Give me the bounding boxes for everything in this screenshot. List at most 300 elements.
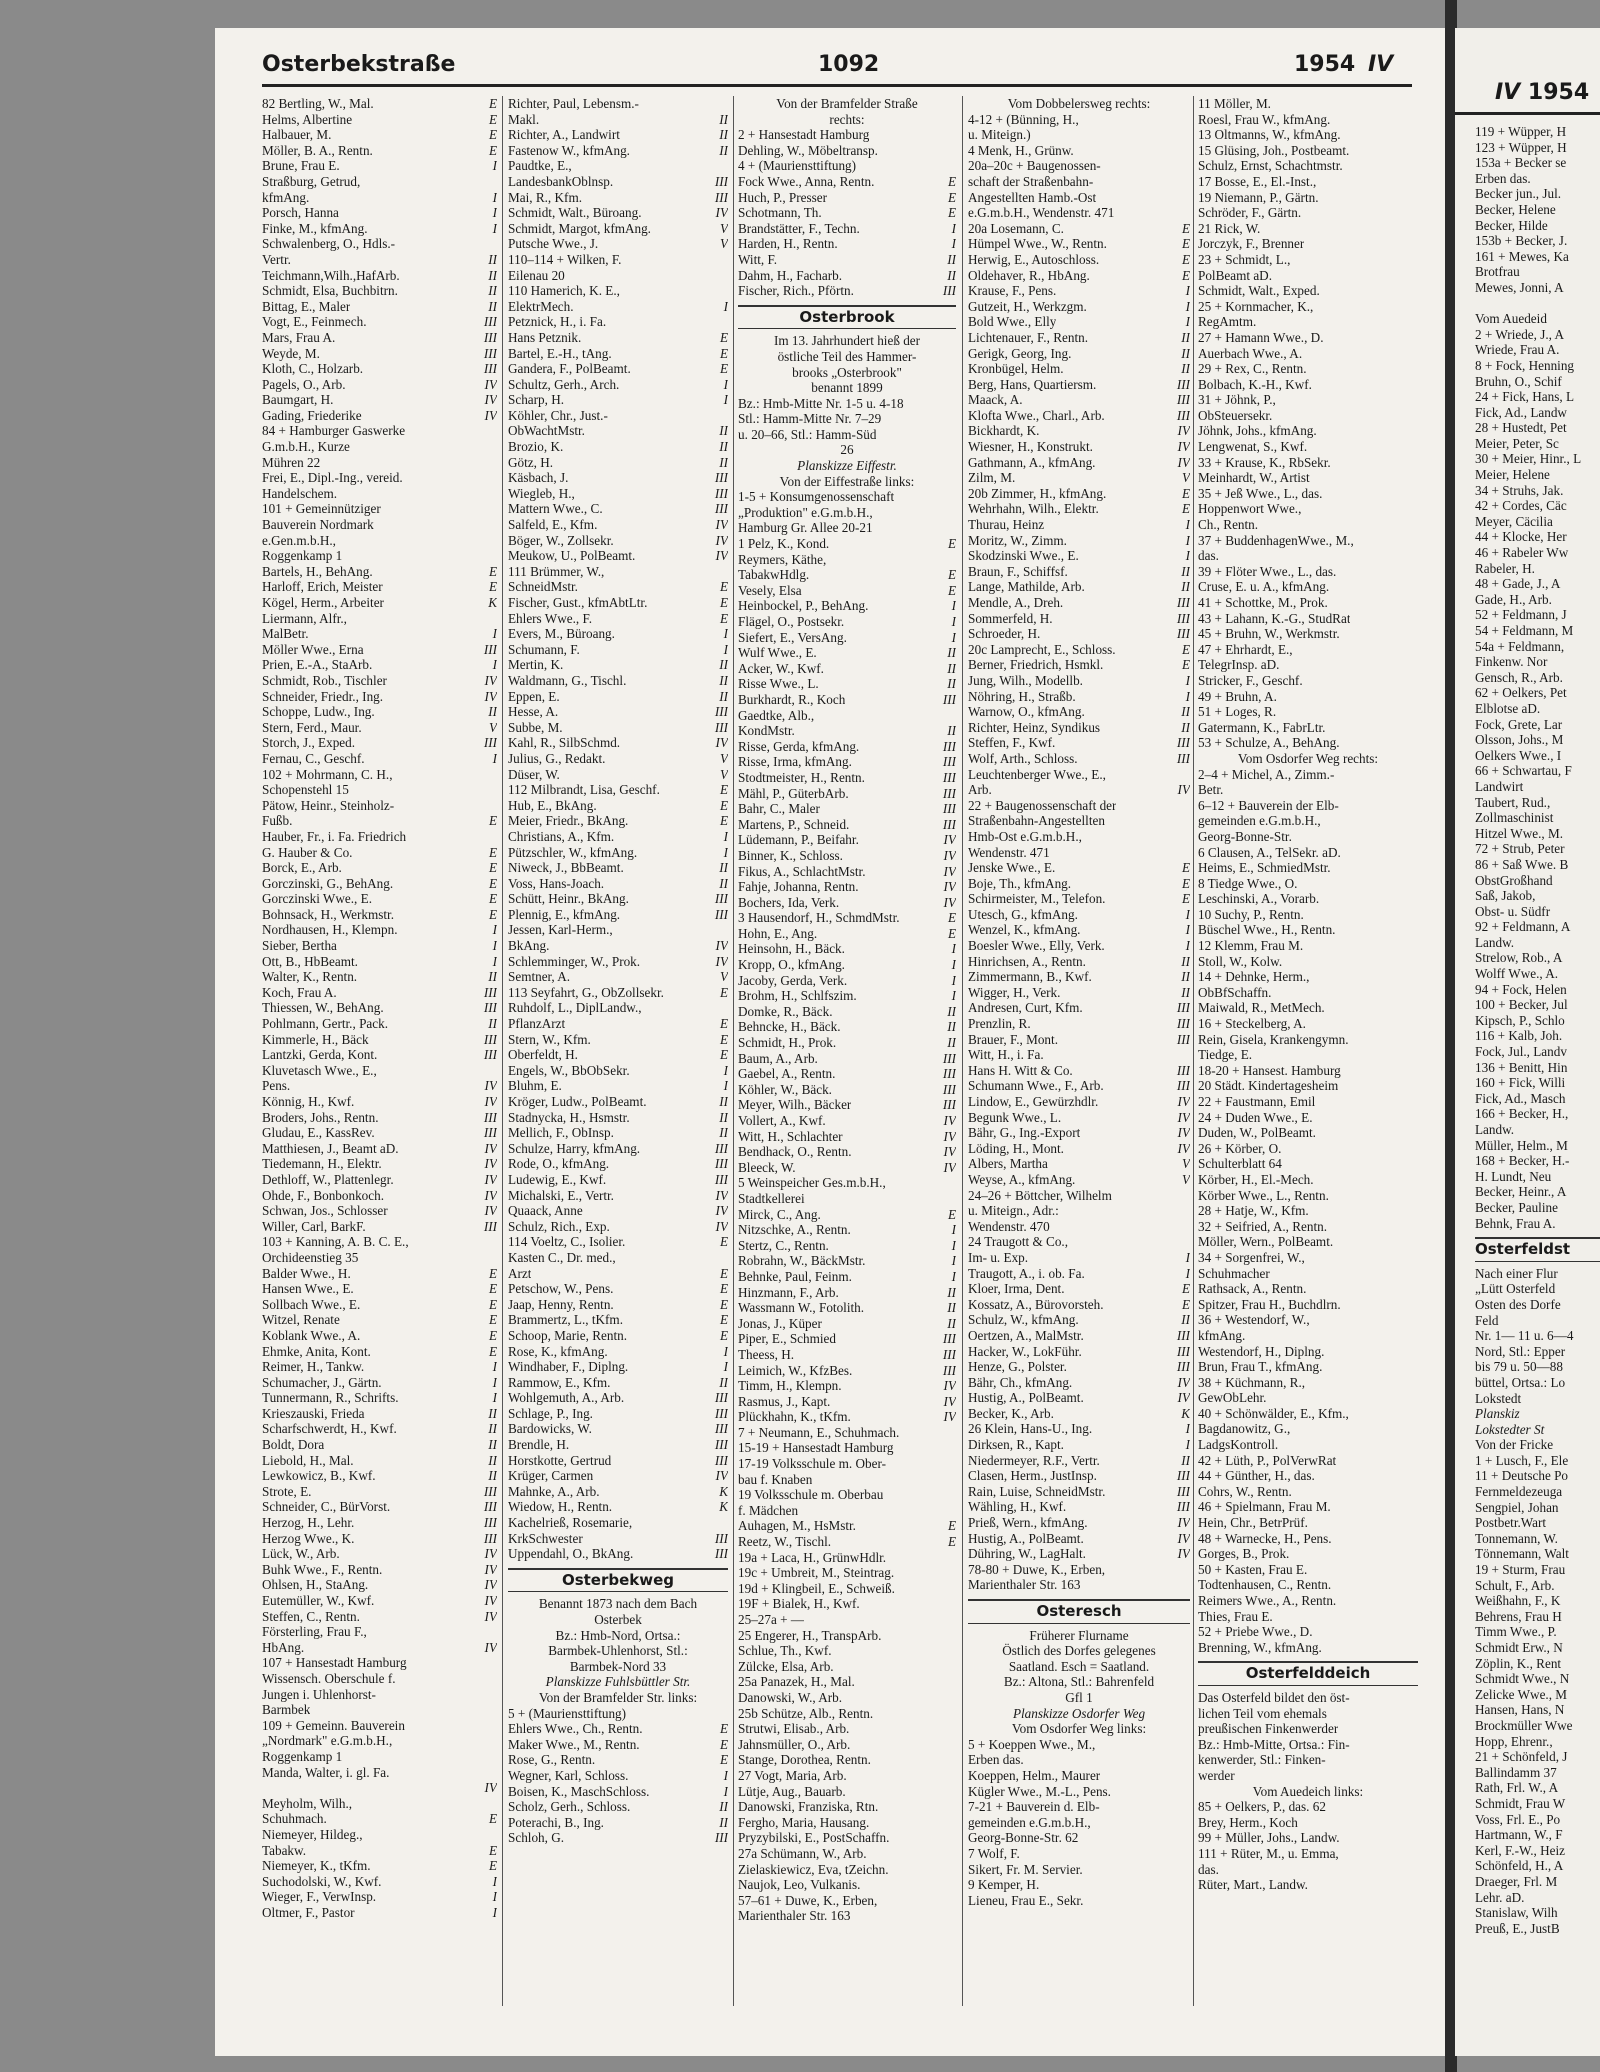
entry-text: Hohn, E., Ang.	[738, 925, 818, 941]
directory-entry	[738, 411, 956, 427]
entry-text: Schoppe, Ludw., Ing.	[262, 704, 375, 720]
directory-entry	[738, 158, 956, 174]
floor-marker: III	[714, 1171, 728, 1187]
entry-text: Tiedge, E.	[1198, 1047, 1253, 1063]
floor-marker: III	[1176, 1016, 1190, 1032]
directory-entry	[738, 1908, 956, 1924]
directory-entry	[508, 829, 728, 845]
directory-entry	[1198, 1846, 1418, 1862]
floor-marker: II	[1181, 361, 1190, 377]
floor-marker: E	[488, 1281, 497, 1297]
directory-entry	[1198, 221, 1418, 237]
entry-text: Hustig, A., PolBeamt.	[968, 1530, 1084, 1546]
entry-text: Lüdemann, P., Beifahr.	[738, 832, 859, 848]
floor-marker: I	[1185, 688, 1190, 704]
entry-text: BkAng.	[508, 938, 550, 954]
floor-marker: I	[492, 158, 497, 174]
directory-entry	[508, 907, 728, 923]
directory-entry	[508, 1312, 728, 1328]
entry-text: Wieger, F., VerwInsp.	[262, 1889, 377, 1905]
directory-entry	[508, 361, 728, 377]
entry-text: Krause, F., Pens.	[968, 283, 1057, 299]
directory-entry	[1198, 1266, 1418, 1282]
directory-entry	[968, 1768, 1190, 1784]
entry-text: Bohnsack, H., Werkmstr.	[262, 906, 395, 922]
entry-text: Schulz, Ernst, Schachtmstr.	[1198, 158, 1343, 174]
entry-text: Broders, Johs., Rentn.	[262, 1109, 379, 1125]
entry-text: Bähr, Ch., kfmAng.	[968, 1374, 1073, 1390]
entry-text: 46 + Spielmann, Frau M.	[1198, 1499, 1331, 1515]
entry-text: Bartel, E.-H., tAng.	[508, 345, 612, 361]
entry-text: 19 Niemann, P., Gärtn.	[1198, 189, 1319, 205]
entry-text: 26 Klein, Hans-U., Ing.	[968, 1421, 1093, 1437]
floor-marker: I	[723, 1078, 728, 1094]
floor-marker: I	[951, 988, 956, 1004]
entry-text: Boisen, K., MaschSchloss.	[508, 1783, 650, 1799]
directory-entry	[738, 1628, 956, 1644]
floor-marker: III	[942, 1331, 956, 1347]
floor-marker: II	[488, 1452, 497, 1468]
floor-marker: II	[947, 1300, 956, 1316]
entry-text: Gorczinski Wwe., E.	[262, 891, 372, 907]
floor-marker: E	[1181, 860, 1190, 876]
entry-text: Gathmann, A., kfmAng.	[968, 454, 1096, 470]
floor-marker: I	[492, 1904, 497, 1920]
directory-entry	[262, 985, 497, 1001]
directory-entry	[1198, 907, 1418, 923]
directory-entry: 34 + Struhs, Jak.	[1475, 482, 1564, 498]
directory-entry	[968, 611, 1190, 627]
directory-entry	[968, 330, 1190, 346]
directory-entry	[738, 739, 956, 755]
directory-entry	[968, 720, 1190, 736]
directory-entry	[968, 392, 1190, 408]
entry-text: Subbe, M.	[508, 719, 563, 735]
floor-marker: III	[714, 1156, 728, 1172]
entry-text: Meinhardt, W., Artist	[1198, 470, 1310, 486]
directory-entry	[968, 1359, 1190, 1375]
directory-entry	[968, 533, 1190, 549]
floor-marker: III	[483, 1218, 497, 1234]
entry-text: 26 + Körber, O.	[1198, 1140, 1282, 1156]
floor-marker: II	[488, 1437, 497, 1453]
directory-entry	[1198, 1690, 1418, 1706]
entry-text: 6 Clausen, A., TelSekr. aD.	[1198, 844, 1341, 860]
entry-text: Lewkowicz, B., Kwf.	[262, 1468, 376, 1484]
directory-entry	[738, 252, 956, 268]
directory-entry	[262, 252, 497, 268]
directory-entry	[262, 533, 497, 549]
directory-entry	[738, 1129, 956, 1145]
floor-marker: III	[1176, 610, 1190, 626]
directory-entry	[738, 1456, 956, 1472]
floor-marker: III	[714, 1437, 728, 1453]
floor-marker: I	[492, 657, 497, 673]
entry-text: schaft der Straßenbahn-	[968, 173, 1094, 189]
floor-marker: I	[492, 922, 497, 938]
entry-text: Stange, Dorothea, Rentn.	[738, 1752, 871, 1768]
floor-marker: III	[942, 1097, 956, 1113]
entry-text: 2 + Hansestadt Hamburg	[738, 127, 870, 143]
directory-entry	[1198, 1721, 1418, 1737]
entry-text: Thies, Frau E.	[1198, 1608, 1273, 1624]
directory-entry	[968, 408, 1190, 424]
entry-text: Kropp, O., kfmAng.	[738, 957, 845, 973]
floor-marker: E	[1181, 891, 1190, 907]
entry-text: Christians, A., Kfm.	[508, 828, 615, 844]
entry-text: Berg, Hans, Quartiersm.	[968, 376, 1097, 392]
entry-text: Düser, W.	[508, 766, 560, 782]
entry-text: 107 + Hansestadt Hamburg	[262, 1655, 407, 1671]
directory-entry: Feld	[1475, 1312, 1499, 1328]
floor-marker: III	[942, 1362, 956, 1378]
directory-entry: Gade, H., Arb.	[1475, 591, 1552, 607]
entry-text: Clasen, Herm., JustInsp.	[968, 1468, 1097, 1484]
directory-entry	[738, 1893, 956, 1909]
section-note: Osterbek	[594, 1612, 642, 1627]
directory-entry	[508, 346, 728, 362]
entry-text: Bickhardt, K.	[968, 423, 1040, 439]
directory-entry	[968, 1156, 1190, 1172]
directory-entry	[262, 938, 497, 954]
directory-entry	[1198, 798, 1418, 814]
directory-entry	[262, 1640, 497, 1656]
directory-entry	[508, 564, 728, 580]
section-note: östliche Teil des Hammer-	[777, 348, 917, 364]
entry-text: Bagdanowitz, G.,	[1198, 1421, 1291, 1437]
directory-entry	[262, 1406, 497, 1422]
entry-text: 35 + Jeß Wwe., L., das.	[1198, 485, 1323, 501]
directory-entry	[968, 1047, 1190, 1063]
entry-text: Niweck, J., BbBeamt.	[508, 860, 624, 876]
floor-marker: I	[723, 1767, 728, 1783]
directory-entry	[262, 392, 497, 408]
entry-text: 40 + Schönwälder, E., Kfm.,	[1198, 1405, 1349, 1421]
floor-marker: I	[1185, 548, 1190, 564]
directory-entry	[968, 1515, 1190, 1531]
entry-text: 37 + BuddenhagenWwe., M.,	[1198, 532, 1354, 548]
directory-entry	[1198, 548, 1418, 564]
directory-entry	[1198, 1562, 1418, 1578]
entry-text: Hmb-Ost e.G.m.b.H.,	[968, 828, 1082, 844]
entry-text: Dahm, H., Facharb.	[738, 267, 843, 283]
entry-text: Tiedemann, H., Elektr.	[262, 1156, 382, 1172]
directory-entry	[968, 1281, 1190, 1297]
directory-entry	[508, 96, 728, 112]
floor-marker: III	[1176, 1499, 1190, 1515]
directory-entry	[968, 1016, 1190, 1032]
floor-marker: I	[951, 1268, 956, 1284]
floor-marker: II	[1181, 969, 1190, 985]
map-reference: Planskizze Eiffestr.	[797, 458, 897, 474]
directory-entry	[262, 486, 497, 502]
directory-entry	[508, 112, 728, 128]
directory-entry: Nr. 1— 11 u. 6—4	[1475, 1328, 1574, 1344]
entry-text: Baum, A., Arb.	[738, 1050, 818, 1066]
floor-marker: II	[719, 688, 728, 704]
entry-text: ElektrMech.	[508, 298, 574, 314]
entry-text: Witt, H., i. Fa.	[968, 1047, 1044, 1063]
directory-entry	[508, 704, 728, 720]
floor-marker: II	[719, 1814, 728, 1830]
page-header-street: Osterbekstraße	[262, 52, 456, 77]
directory-entry	[738, 236, 956, 252]
entry-text: Kloth, C., Holzarb.	[262, 361, 364, 377]
directory-entry: 72 + Strub, Peter	[1475, 841, 1565, 857]
entry-text: Eilenau 20	[508, 267, 565, 283]
directory-entry	[262, 455, 497, 471]
directory-entry	[262, 595, 497, 611]
entry-text: 25–27a + —	[738, 1612, 805, 1627]
directory-entry: 44 + Klocke, Her	[1475, 529, 1567, 545]
entry-text: Traugott, A., i. ob. Fa.	[968, 1265, 1085, 1281]
directory-entry	[968, 548, 1190, 564]
section-note: Barmbek-Uhlenhorst, Stl.:	[548, 1643, 688, 1659]
entry-text: Zilm, M.	[968, 470, 1016, 486]
entry-text: Rathsack, A., Rentn.	[1198, 1281, 1307, 1297]
directory-entry	[262, 891, 497, 907]
directory-entry: Elblotse aD.	[1475, 700, 1541, 716]
directory-entry	[1198, 268, 1418, 284]
entry-text: Kronbügel, Helm.	[968, 361, 1064, 377]
floor-marker: I	[492, 1390, 497, 1406]
entry-text: Schumann, F.	[508, 641, 580, 657]
floor-marker: I	[951, 1253, 956, 1269]
entry-text: Götz, H.	[508, 454, 554, 470]
entry-text: Gading, Friederike	[262, 407, 362, 423]
directory-entry	[508, 1141, 728, 1157]
directory-entry: Becker jun., Jul.	[1475, 186, 1562, 202]
floor-marker: V	[719, 220, 728, 236]
directory-entry	[968, 423, 1190, 439]
entry-text: Bartels, H., BehAng.	[262, 563, 373, 579]
floor-marker: II	[719, 875, 728, 891]
entry-text: Bauverein Nordmark	[262, 517, 374, 533]
entry-text: 5 + (Mauriensttiftung)	[508, 1705, 627, 1721]
section-note: Früherer Flurname	[1029, 1627, 1129, 1643]
directory-entry	[1198, 1359, 1418, 1375]
directory-entry	[262, 673, 497, 689]
directory-entry: Strelow, Rob., A	[1475, 950, 1563, 966]
column-3	[738, 96, 956, 1924]
directory-entry	[262, 1344, 497, 1360]
directory-entry	[738, 1300, 956, 1316]
entry-text: Boldt, Dora	[262, 1437, 325, 1453]
entry-text: Boje, Th., kfmAng.	[968, 875, 1072, 891]
directory-entry: Von der Fricke	[1475, 1437, 1554, 1453]
floor-marker: III	[1176, 1031, 1190, 1047]
floor-marker: II	[1181, 563, 1190, 579]
directory-entry	[968, 1203, 1190, 1219]
entry-text: Ch., Rentn.	[1198, 517, 1259, 533]
directory-entry	[508, 1078, 728, 1094]
entry-text: 16 + Steckelberg, A.	[1198, 1016, 1306, 1032]
floor-marker: III	[483, 641, 497, 657]
floor-marker: IV	[484, 1546, 497, 1562]
floor-marker: K	[488, 595, 497, 610]
floor-marker: II	[719, 1094, 728, 1109]
entry-text: Balder Wwe., H.	[262, 1265, 351, 1281]
directory-entry	[1198, 158, 1418, 174]
entry-text: Witzel, Renate	[262, 1312, 340, 1328]
entry-text: Roggenkamp 1	[262, 1748, 343, 1764]
entry-text: Pohlmann, Gertr., Pack.	[262, 1016, 388, 1032]
directory-entry	[1198, 1640, 1418, 1656]
directory-entry: 94 + Fock, Helen	[1475, 981, 1567, 997]
floor-marker: III	[483, 735, 497, 751]
entry-text: Könnig, H., Kwf.	[262, 1094, 355, 1109]
entry-text: Mars, Frau A.	[262, 329, 336, 345]
directory-entry	[508, 1297, 728, 1313]
section-note: Saatland. Esch = Saatland.	[1008, 1658, 1150, 1674]
floor-marker: III	[942, 691, 956, 707]
entry-text: Evers, M., Büroang.	[508, 626, 615, 642]
entry-text: Bähr, G., Ing.-Export	[968, 1125, 1081, 1141]
entry-text: 24–26 + Böttcher, Wilhelm	[968, 1187, 1112, 1203]
entry-text: Ludewig, E., Kwf.	[508, 1171, 607, 1187]
entry-text: 27 + Hamann Wwe., D.	[1198, 329, 1324, 345]
directory-entry	[508, 1032, 728, 1048]
floor-marker: IV	[715, 517, 728, 533]
directory-entry	[508, 283, 728, 299]
entry-text: 7 Wolf, F.	[968, 1845, 1020, 1861]
directory-entry: 8 + Fock, Henning	[1475, 357, 1575, 373]
directory-entry: Tonnemann, W.	[1475, 1530, 1558, 1546]
directory-entry	[1475, 296, 1600, 312]
floor-marker: III	[942, 1066, 956, 1082]
directory-entry	[738, 973, 956, 989]
entry-text: 111 + Rüter, M., u. Emma,	[1198, 1845, 1339, 1861]
entry-text: Hinzmann, F., Arb.	[738, 1284, 839, 1300]
directory-entry	[262, 299, 497, 315]
directory-entry: Becker, Heinr., A	[1475, 1184, 1567, 1200]
entry-text: Dethloff, W., Plattenlegr.	[262, 1171, 394, 1187]
floor-marker: E	[488, 1811, 497, 1827]
floor-marker: IV	[484, 1187, 497, 1203]
directory-entry	[968, 782, 1190, 798]
directory-entry	[262, 1390, 497, 1406]
entry-text: Stoll, W., Kolw.	[1198, 953, 1283, 969]
floor-marker: III	[483, 345, 497, 361]
directory-entry	[968, 1125, 1190, 1141]
directory-entry: Rath, Frl. W., A	[1475, 1780, 1559, 1796]
floor-marker: III	[942, 785, 956, 801]
directory-entry	[508, 1203, 728, 1219]
directory-entry	[738, 723, 956, 739]
entry-text: Buhk Wwe., F., Rentn.	[262, 1561, 383, 1577]
entry-text: Tabakw.	[262, 1842, 306, 1858]
directory-entry	[968, 876, 1190, 892]
entry-text: Schmidt, Rob., Tischler	[262, 672, 387, 688]
directory-entry	[968, 299, 1190, 315]
directory-entry	[508, 1063, 728, 1079]
entry-text: Wissensch. Oberschule f.	[262, 1670, 396, 1686]
floor-marker: II	[947, 267, 956, 283]
directory-entry	[968, 1250, 1190, 1266]
floor-marker: IV	[1177, 423, 1190, 439]
floor-marker: E	[488, 813, 497, 829]
directory-entry	[1198, 330, 1418, 346]
floor-marker: IV	[484, 1203, 497, 1219]
directory-entry	[1198, 1390, 1418, 1406]
floor-marker: E	[1181, 657, 1190, 673]
entry-text: Plennig, E., kfmAng.	[508, 906, 621, 922]
directory-entry	[738, 1004, 956, 1020]
directory-entry	[1198, 564, 1418, 580]
entry-text: Frei, E., Dipl.-Ing., vereid.	[262, 470, 403, 486]
entry-text: 44 + Günther, H., das.	[1198, 1468, 1315, 1484]
entry-text: Sieber, Bertha	[262, 938, 337, 954]
directory-entry	[968, 252, 1190, 268]
directory-entry	[508, 985, 728, 1001]
entry-text: Voss, Hans-Joach.	[508, 875, 605, 891]
map-reference: Lokstedter St	[1475, 1421, 1545, 1437]
street-section-heading: Osterfeldst	[1475, 1237, 1600, 1262]
floor-marker: IV	[943, 1144, 956, 1160]
floor-marker: II	[947, 645, 956, 661]
floor-marker: II	[719, 1374, 728, 1390]
entry-text: Engels, W., BbObSekr.	[508, 1062, 630, 1078]
directory-entry	[1198, 922, 1418, 938]
directory-entry	[262, 1156, 497, 1172]
directory-entry	[738, 1409, 956, 1425]
directory-entry	[968, 439, 1190, 455]
directory-entry	[1198, 486, 1418, 502]
entry-text: Ohlsen, H., StaAng.	[262, 1577, 369, 1593]
entry-text: 27 Vogt, Maria, Arb.	[738, 1767, 847, 1783]
floor-marker: III	[714, 470, 728, 486]
directory-entry	[738, 708, 956, 724]
directory-entry	[508, 969, 728, 985]
floor-marker: III	[483, 1483, 497, 1499]
entry-text: Jungen i. Uhlenhorst-	[262, 1686, 376, 1702]
entry-text: 110 Hamerich, K. E.,	[508, 283, 620, 299]
floor-marker: III	[942, 283, 956, 299]
entry-text: Henze, G., Polster.	[968, 1359, 1067, 1375]
entry-text: 2–4 + Michel, A., Zimm.-	[1198, 766, 1335, 782]
directory-entry	[262, 1702, 497, 1718]
floor-marker: E	[719, 1031, 728, 1047]
directory-entry: 86 + Saß Wwe. B	[1475, 856, 1569, 872]
entry-text: Schuhmach.	[262, 1811, 327, 1827]
entry-text: Michalski, E., Vertr.	[508, 1187, 614, 1203]
entry-text: Wenzel, K., kfmAng.	[968, 922, 1081, 938]
directory-entry	[1198, 1546, 1418, 1562]
directory-entry	[738, 1706, 956, 1722]
directory-entry	[508, 548, 728, 564]
directory-entry	[968, 1328, 1190, 1344]
directory-entry: 153a + Becker se	[1475, 155, 1567, 171]
floor-marker: E	[1181, 251, 1190, 267]
directory-entry	[262, 1359, 497, 1375]
directory-entry	[1198, 1531, 1418, 1547]
directory-entry	[508, 689, 728, 705]
directory-entry: Taubert, Rud.,	[1475, 794, 1551, 810]
entry-text: 25 Engerer, H., TranspArb.	[738, 1627, 882, 1643]
floor-marker: E	[1181, 220, 1190, 236]
entry-text: 111 Brümmer, W.,	[508, 563, 605, 579]
directory-entry	[508, 221, 728, 237]
entry-text: 9 Kemper, H.	[968, 1877, 1040, 1893]
directory-entry	[508, 1706, 728, 1722]
floor-marker: IV	[484, 1140, 497, 1156]
directory-entry	[738, 536, 956, 552]
floor-marker: I	[492, 1889, 497, 1905]
floor-marker: E	[1181, 1281, 1190, 1297]
entry-text: Försterling, Frau F.,	[262, 1624, 367, 1640]
floor-marker: II	[1181, 1312, 1190, 1328]
directory-entry	[508, 1125, 728, 1141]
